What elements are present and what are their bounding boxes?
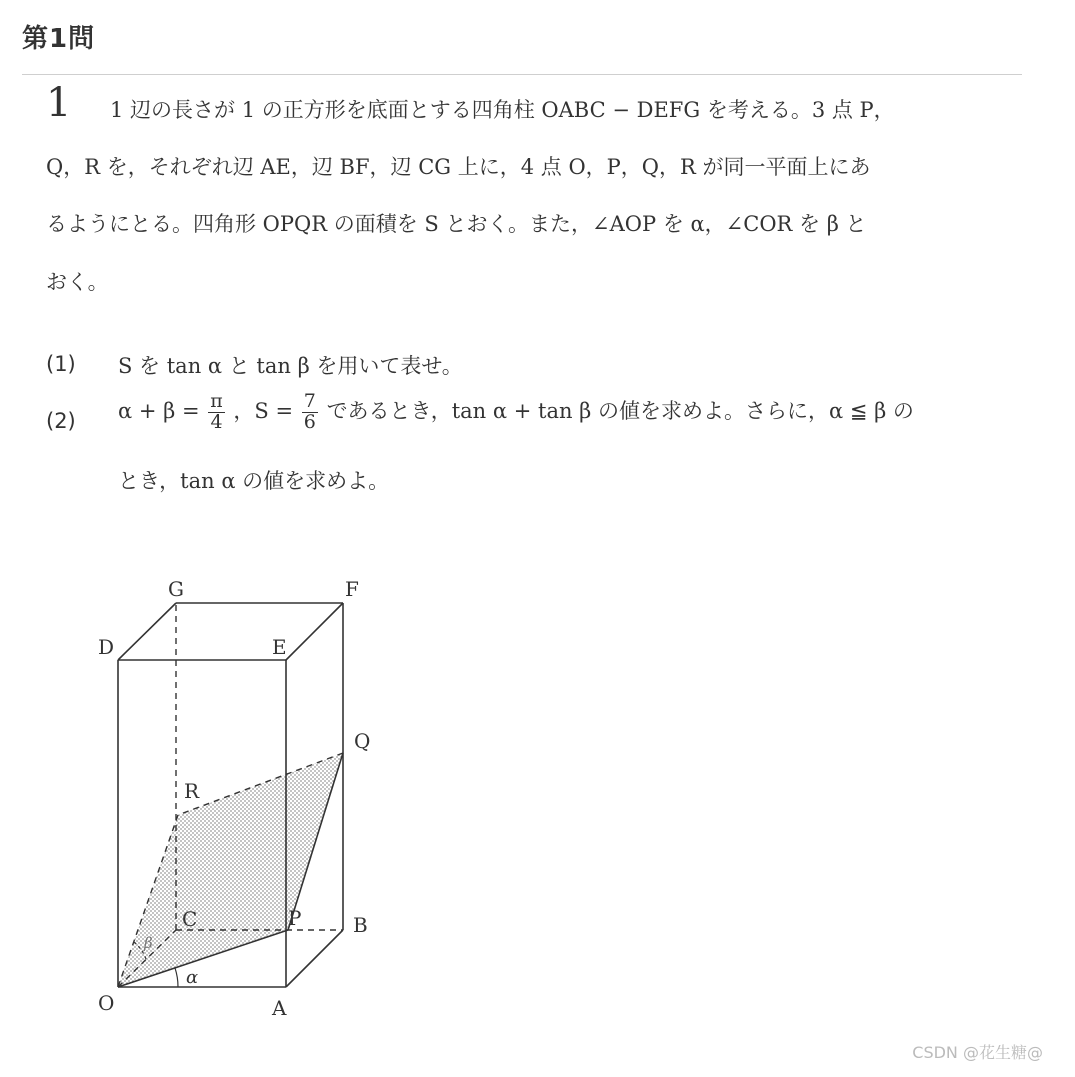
label-G: G	[168, 577, 184, 601]
label-B: B	[353, 913, 368, 937]
question-2-label: (2)	[46, 409, 76, 433]
problem-line-2: Q，R を，それぞれ辺 AE，辺 BF，辺 CG 上に，4 点 O，P，Q，R が同一平面上にあ	[46, 155, 871, 179]
label-beta: β	[144, 934, 153, 952]
edge-GD	[118, 603, 176, 660]
fraction-7-over-6	[302, 392, 318, 433]
edge-EF	[286, 603, 343, 660]
question-1-text: S を tan α と tan β を用いて表せ。	[118, 354, 463, 378]
problem-line-4: おく。	[46, 270, 109, 294]
label-P: P	[288, 906, 302, 930]
frac1-num: π	[210, 390, 223, 412]
edge-AB	[286, 930, 343, 987]
q2-part3: であるとき，tan α + tan β の値を求めよ。さらに，α ≦ β の	[326, 398, 914, 423]
problem-line-1: 1 辺の長さが 1 の正方形を底面とする四角柱 OABC − DEFG を考える。3 点 P，	[110, 98, 895, 122]
label-R: R	[184, 779, 200, 803]
prism-figure	[90, 570, 400, 1030]
question-2-line-2: とき，tan α の値を求めよ。	[118, 469, 390, 493]
q2-part2: ，S =	[233, 398, 294, 423]
label-O: O	[98, 991, 115, 1015]
label-alpha: α	[186, 967, 199, 988]
label-E: E	[272, 635, 287, 659]
label-Q: Q	[354, 729, 371, 753]
frac2-den: 6	[303, 410, 316, 433]
q2-part1: α + β =	[118, 398, 200, 423]
label-C: C	[182, 907, 198, 931]
fraction-pi-over-4	[208, 392, 225, 433]
divider	[22, 74, 1022, 75]
question-1-label: (1)	[46, 352, 76, 376]
label-F: F	[345, 577, 359, 601]
label-D: D	[98, 635, 115, 659]
watermark: CSDN @花生糖@	[912, 1043, 1043, 1062]
page-title: 第1問	[22, 24, 96, 54]
angle-alpha-arc	[175, 968, 178, 987]
frac2-num: 7	[303, 390, 316, 412]
question-2-text	[118, 392, 914, 433]
problem-line-3: るようにとる。四角形 OPQR の面積を S とおく。また，∠AOP を α，∠COR を β と	[46, 212, 867, 236]
frac1-den: 4	[210, 410, 223, 433]
label-A: A	[272, 996, 287, 1020]
problem-number: 1	[46, 80, 72, 126]
